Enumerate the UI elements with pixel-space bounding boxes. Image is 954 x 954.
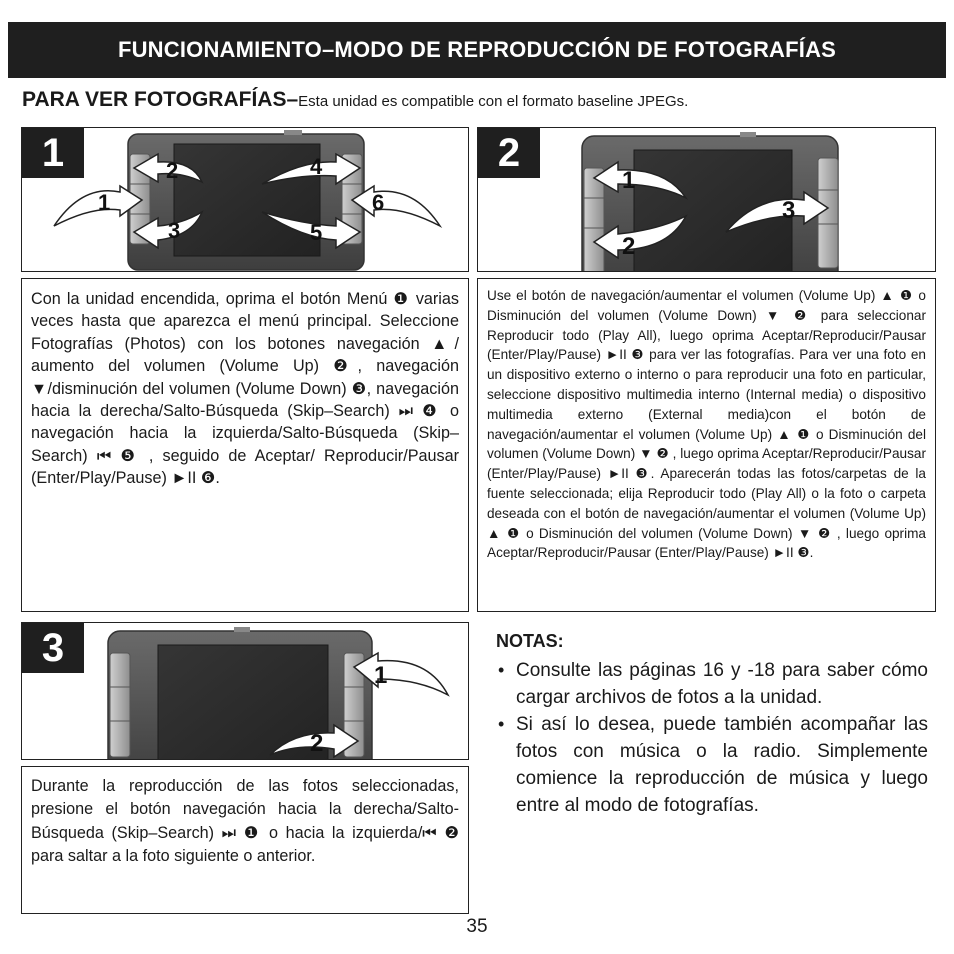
callout-1: 1 (98, 190, 111, 215)
page-title: FUNCIONAMIENTO–MODO DE REPRODUCCIÓN DE FOTOGRAFÍAS (117, 37, 837, 62)
step-1-text: Con la unidad encendida, oprima el botón Menú ❶ varias veces hasta que aparezca el menú principal. Seleccione Fotografías (Photos) con los botones navegación ▲/ aumento del volumen (Volume Up) ❷, navegación ▼/disminución del volumen (Volume Down) ❸, navegación hacia la derecha/Salto-Búsqueda (Skip–Search) ⏭ ❹ o navegación hacia la izquierda/Salto-Búsqueda (Skip–Search) ⏮ ❺ , seguido de Aceptar/ Reproducir/Pausar (Enter/Play/Pause) ►II ❻. (21, 278, 469, 612)
page-number: 35 (466, 916, 488, 937)
step-2-device-diagram (478, 128, 936, 272)
step-1-device-diagram (22, 128, 469, 272)
step-3-illustration (21, 622, 469, 760)
step-2-badge: 2 (478, 128, 540, 178)
callout-4: 4 (310, 154, 323, 179)
step-1-illustration (21, 127, 469, 272)
callout-2: 2 (310, 730, 324, 757)
intro-heading: PARA VER FOTOGRAFÍAS– (22, 88, 299, 111)
callout-5: 5 (310, 220, 323, 245)
callout-6: 6 (372, 190, 385, 215)
intro-text: Esta unidad es compatible con el formato baseline JPEGs. (298, 93, 689, 110)
callout-2: 2 (166, 158, 179, 183)
callout-1: 1 (374, 662, 388, 689)
notes-heading: NOTAS: (496, 631, 564, 651)
callout-3: 3 (168, 218, 181, 243)
note-item: • Consulte las páginas 16 y -18 para saber cómo cargar archivos de fotos a la unidad. (496, 657, 928, 711)
step-2-text: Use el botón de navegación/aumentar el volumen (Volume Up) ▲ ❶ o Disminución del volumen (Volume Down) ▼ ❷ para seleccionar Reproducir todo (Play All), luego oprima Aceptar/Reproducir/Pausar (Enter/Play/Pause) ►II ❸ para ver las fotografías. Para ver una foto en un dispositivo externo o interno o para reproducir una foto en particular, seleccione dispositivo multimedia interno (Internal media) o dispositivo multimedia externo (External media)con el botón de navegación/aumentar el volumen (Volume Up) ▲ ❶ o Disminución del volumen (Volume Down) ▼ ❷ , luego oprima Aceptar/Reproducir/Pausar (Enter/Play/Pause) ►II ❸. Aparecerán todas las fotos/carpetas de la fuente seleccionada; elija Reproducir todo (Play All) o la foto o carpeta deseada con el botón de navegación/aumentar el volumen (Volume Up) ▲ ❶ o Disminución del volumen (Volume Down) ▼ ❷ , luego oprima Aceptar/Reproducir/Pausar (Enter/Play/Pause) ►II ❸. (477, 278, 936, 612)
step-3-text: Durante la reproducción de las fotos seleccionadas, presione el botón navegación hacia la derecha/Salto-Búsqueda (Skip–Search) ⏭ ❶ o hacia la izquierda/⏮ ❷ para saltar a la foto siguiente o anterior. (21, 766, 469, 914)
callout-3: 3 (782, 197, 796, 224)
intro-line (22, 88, 942, 112)
callout-2: 2 (622, 233, 636, 260)
notes-list (496, 657, 928, 819)
step-3-badge: 3 (22, 623, 84, 673)
step-1-badge: 1 (22, 128, 84, 178)
step-3-device-diagram (22, 623, 469, 760)
arrow-6-icon (352, 186, 440, 226)
step-2-illustration (477, 127, 936, 272)
callout-1: 1 (622, 167, 636, 194)
note-item: • Si así lo desea, puede también acompañar las fotos con música o la radio. Simplemente comience la reproducción de música y luego entre al modo de fotografías. (496, 711, 928, 819)
notes-section (496, 628, 928, 819)
page-header (8, 22, 946, 78)
